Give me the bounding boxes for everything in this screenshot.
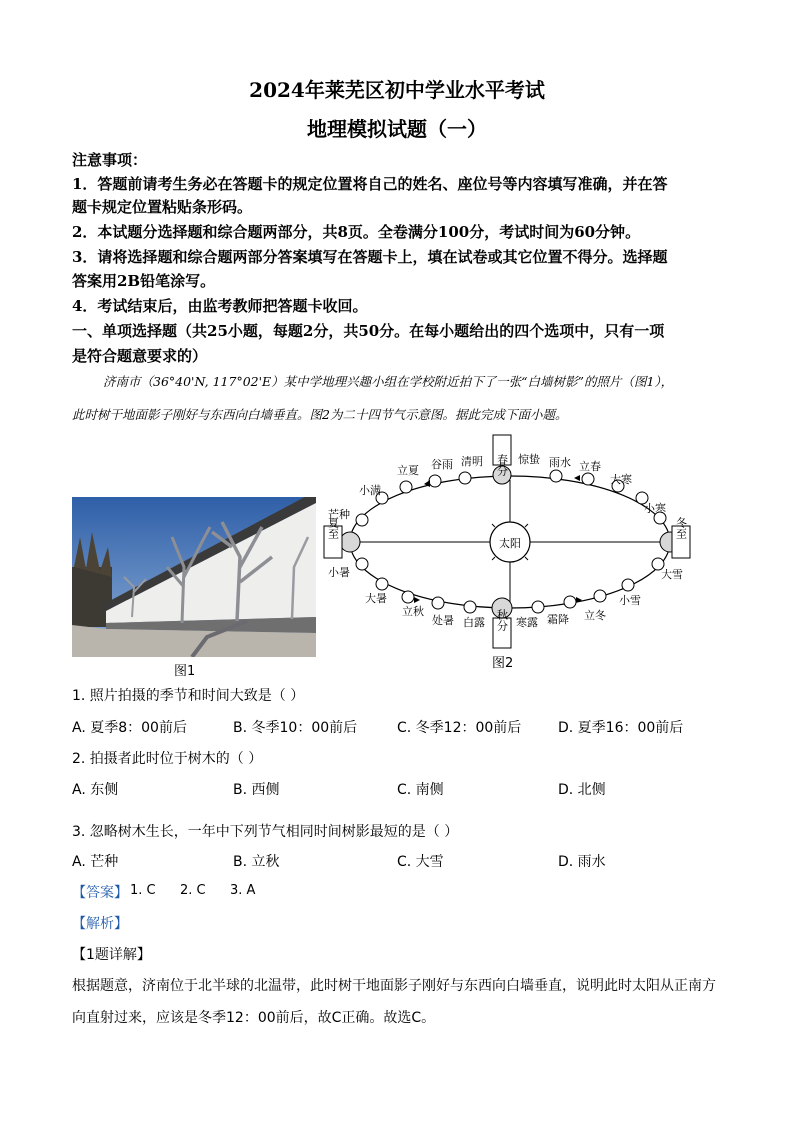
exam-title: 2024年莱芜区初中学业水平考试 xyxy=(249,78,545,102)
term-xiaoxue: 小雪 xyxy=(619,594,641,607)
figure-2-diagram xyxy=(320,432,700,672)
term-chunfen: 春分 xyxy=(495,454,509,476)
term-lidong: 立冬 xyxy=(584,609,606,622)
question-3-option-d[interactable]: D. 雨水 xyxy=(558,854,606,870)
term-qingming: 清明 xyxy=(461,455,483,468)
question-1-stem: 1. 照片拍摄的季节和时间大致是（ ） xyxy=(72,688,305,704)
term-xiaoshu: 小暑 xyxy=(328,566,350,579)
notice-item-1-cont: 题卡规定位置粘贴条形码。 xyxy=(72,198,253,216)
detail-label: 【1题详解】 xyxy=(72,947,151,963)
term-liqiu: 立秋 xyxy=(402,605,424,618)
answer-1: 1. C xyxy=(130,883,156,898)
question-stem-cont: 此时树干地面影子刚好与东西向白墙垂直。图2为二十四节气示意图。据此完成下面小题。 xyxy=(72,407,568,422)
term-yushui: 雨水 xyxy=(549,456,571,469)
term-hanlu: 寒露 xyxy=(516,616,538,629)
question-3-option-b[interactable]: B. 立秋 xyxy=(233,854,280,870)
notice-item-4: 4．考试结束后，由监考教师把答题卡收回。 xyxy=(72,297,368,315)
notice-item-3-cont: 答案用2B铅笔涂写。 xyxy=(72,272,216,290)
term-dongzhi: 冬至 xyxy=(674,517,688,539)
notice-heading: 注意事项： xyxy=(72,151,148,169)
term-lichun: 立春 xyxy=(579,460,601,473)
question-1-option-b[interactable]: B. 冬季10：00前后 xyxy=(233,720,358,736)
term-xiazhi: 夏至 xyxy=(326,517,340,539)
exam-subtitle: 地理模拟试题（一） xyxy=(307,117,487,141)
section-heading: 一、单项选择题（共25小题，每题2分，共50分。在每小题给出的四个选项中，只有一项 xyxy=(72,322,665,340)
question-stem: 济南市（36°40'N, 117°02'E）某中学地理兴趣小组在学校附近拍下了一张“白墙树影”的照片（图1）， xyxy=(103,374,674,389)
answer-3: 3. A xyxy=(230,883,256,898)
figure-1-photo xyxy=(72,497,316,657)
detail-text-cont: 向直射过来，应该是冬季12：00前后，故C正确。故选C。 xyxy=(72,1010,436,1026)
detail-text: 根据题意，济南位于北半球的北温带，此时树干地面影子刚好与东西向白墙垂直，说明此时太阳从正南方 xyxy=(72,978,716,994)
term-lixia: 立夏 xyxy=(397,464,419,477)
question-3-option-c[interactable]: C. 大雪 xyxy=(397,854,444,870)
notice-item-1: 1．答题前请考生务必在答题卡的规定位置将自己的姓名、座位号等内容填写准确，并在答 xyxy=(72,175,668,193)
analysis-label: 【解析】 xyxy=(72,916,128,932)
term-xiaohan: 小寒 xyxy=(644,502,666,515)
section-heading-cont: 是符合题意要求的） xyxy=(72,347,208,365)
term-jingzhe: 惊蛰 xyxy=(518,453,540,466)
question-3-option-a[interactable]: A. 芒种 xyxy=(72,854,119,870)
question-2-option-a[interactable]: A. 东侧 xyxy=(72,782,119,798)
figure-2-caption: 图2 xyxy=(492,656,514,671)
term-qiufen: 秋分 xyxy=(495,609,509,631)
question-3-stem: 3. 忽略树木生长，一年中下列节气相同时间树影最短的是（ ） xyxy=(72,824,459,840)
answer-label: 【答案】 xyxy=(72,885,128,901)
question-2-option-b[interactable]: B. 西侧 xyxy=(233,782,280,798)
question-1-option-d[interactable]: D. 夏季16：00前后 xyxy=(558,720,684,736)
question-2-option-d[interactable]: D. 北侧 xyxy=(558,782,606,798)
term-daxue: 大雪 xyxy=(661,568,683,581)
notice-item-2: 2．本试题分选择题和综合题两部分，共8页。全卷满分100分，考试时间为60分钟。 xyxy=(72,223,641,241)
answer-2: 2. C xyxy=(180,883,206,898)
question-2-stem: 2. 拍摄者此时位于树木的（ ） xyxy=(72,751,263,767)
question-1-option-a[interactable]: A. 夏季8：00前后 xyxy=(72,720,187,736)
term-xiaoman: 小满 xyxy=(359,484,381,497)
term-shuangjiang: 霜降 xyxy=(547,613,569,626)
question-1-option-c[interactable]: C. 冬季12：00前后 xyxy=(397,720,522,736)
term-bailu: 白露 xyxy=(463,616,485,629)
term-dahan: 大寒 xyxy=(610,473,632,486)
term-mangzhong: 芒种 xyxy=(328,508,350,521)
question-2-option-c[interactable]: C. 南侧 xyxy=(397,782,444,798)
sun-label: 太阳 xyxy=(499,537,521,550)
term-dashu: 大暑 xyxy=(365,592,387,605)
term-guyu: 谷雨 xyxy=(431,458,453,471)
figure-1-caption: 图1 xyxy=(174,664,196,679)
term-chushu: 处暑 xyxy=(432,614,454,627)
notice-item-3: 3．请将选择题和综合题两部分答案填写在答题卡上，填在试卷或其它位置不得分。选择题 xyxy=(72,248,668,266)
